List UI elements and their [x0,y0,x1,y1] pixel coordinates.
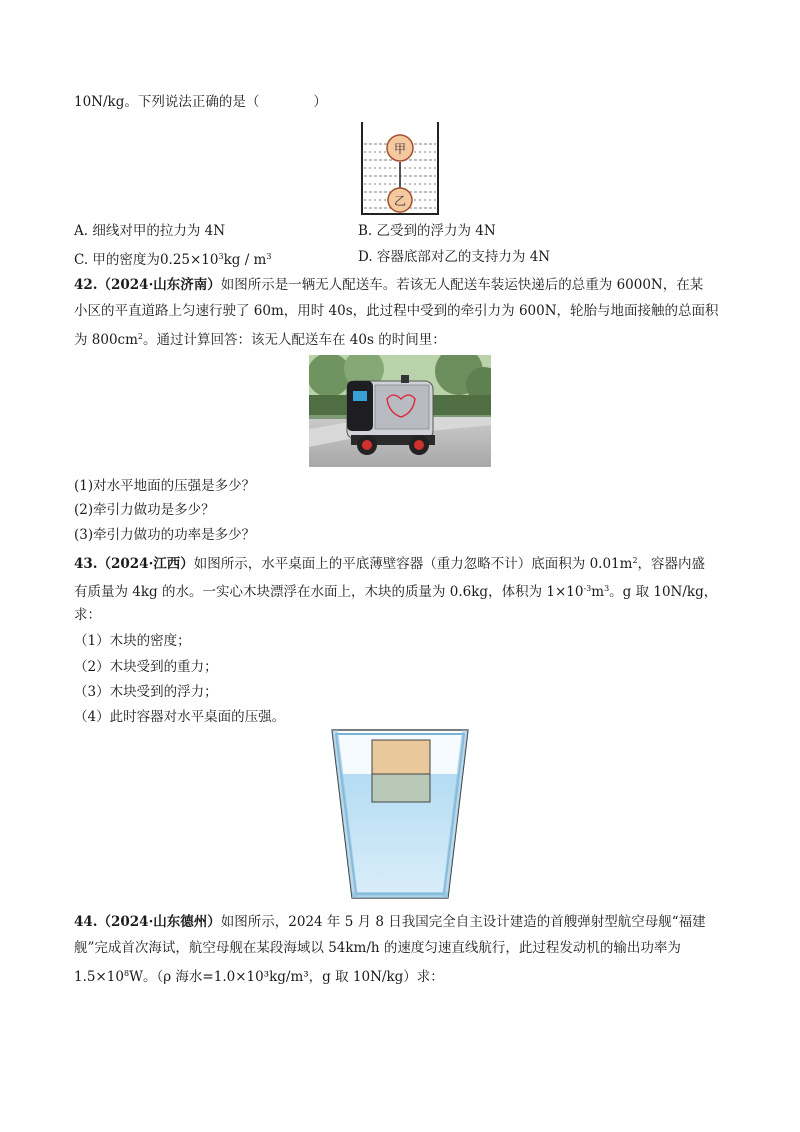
q44-line-3: $1.5\times 10^8W$。（ρ 海水=1.0×10³kg/m³，g 取 10N/kg）求： [74,969,444,985]
q41-figure [350,118,450,218]
q42-sub-1: (1)对水平地面的压强是多少？ [74,478,256,494]
q43-sub-2: （2）木块受到的重力； [74,659,218,675]
q42-line-3: 为 $800cm^2$。通过计算回答：该无人配送车在 40s 的时间里： [74,332,446,348]
q42-line-2: 小区的平直道路上匀速行驶了 60m，用时 40s，此过程中受到的牵引力为 600N，轮胎与地面接触的总面积 [74,303,719,319]
q42-line-1: 42.（2024·山东济南）如图所示是一辆无人配送车。若该无人配送车装运快递后的总重为 6000N，在某 [74,277,704,293]
q42-delivery-robot-photo [309,355,491,467]
q43-line-1: 43.（2024·江西）如图所示，水平桌面上的平底薄壁容器（重力忽略不计）底面积为 $0.01m^2$，容器内盛 [74,556,706,572]
q42-sub-2: (2)牵引力做功是多少？ [74,502,215,518]
q43-sub-3: （3）木块受到的浮力； [74,684,218,700]
q43-line-2: 有质量为 4kg 的水。一实心木块漂浮在水面上，木块的质量为 0.6kg，体积为 $1\times 10^{-3}m^3$。g 取 10N/kg， [74,584,718,600]
q43-glass-figure [330,728,470,900]
q41-option-c: C. 甲的密度为$0.25\times 10^3kg / m^3$ [74,252,272,268]
ball-jia-label: 甲 [393,142,407,156]
q42-sub-3: (3)牵引力做功的功率是多少？ [74,527,256,543]
q43-sub-1: （1）木块的密度； [74,633,191,649]
q41-option-a: A. 细线对甲的拉力为 4N [74,223,226,239]
q44-line-1: 44.（2024·山东德州）如图所示，2024 年 5 月 8 日我国完全自主设计建造的首艘弹射型航空母舰“福建 [74,914,706,930]
q43-sub-4: （4）此时容器对水平桌面的压强。 [74,709,286,725]
q41-option-d: D. 容器底部对乙的支持力为 4N [358,249,551,265]
q41-intro: 10N/kg。下列说法正确的是（ ） [74,94,327,110]
q44-line-2: 舰”完成首次海试，航空母舰在某段海域以 54km/h 的速度匀速直线航行，此过程发动机的输出功率为 [74,940,681,956]
q41-option-b: B. 乙受到的浮力为 4N [358,223,496,239]
q43-line-3: 求： [74,607,101,623]
ball-yi-label: 乙 [393,194,407,208]
